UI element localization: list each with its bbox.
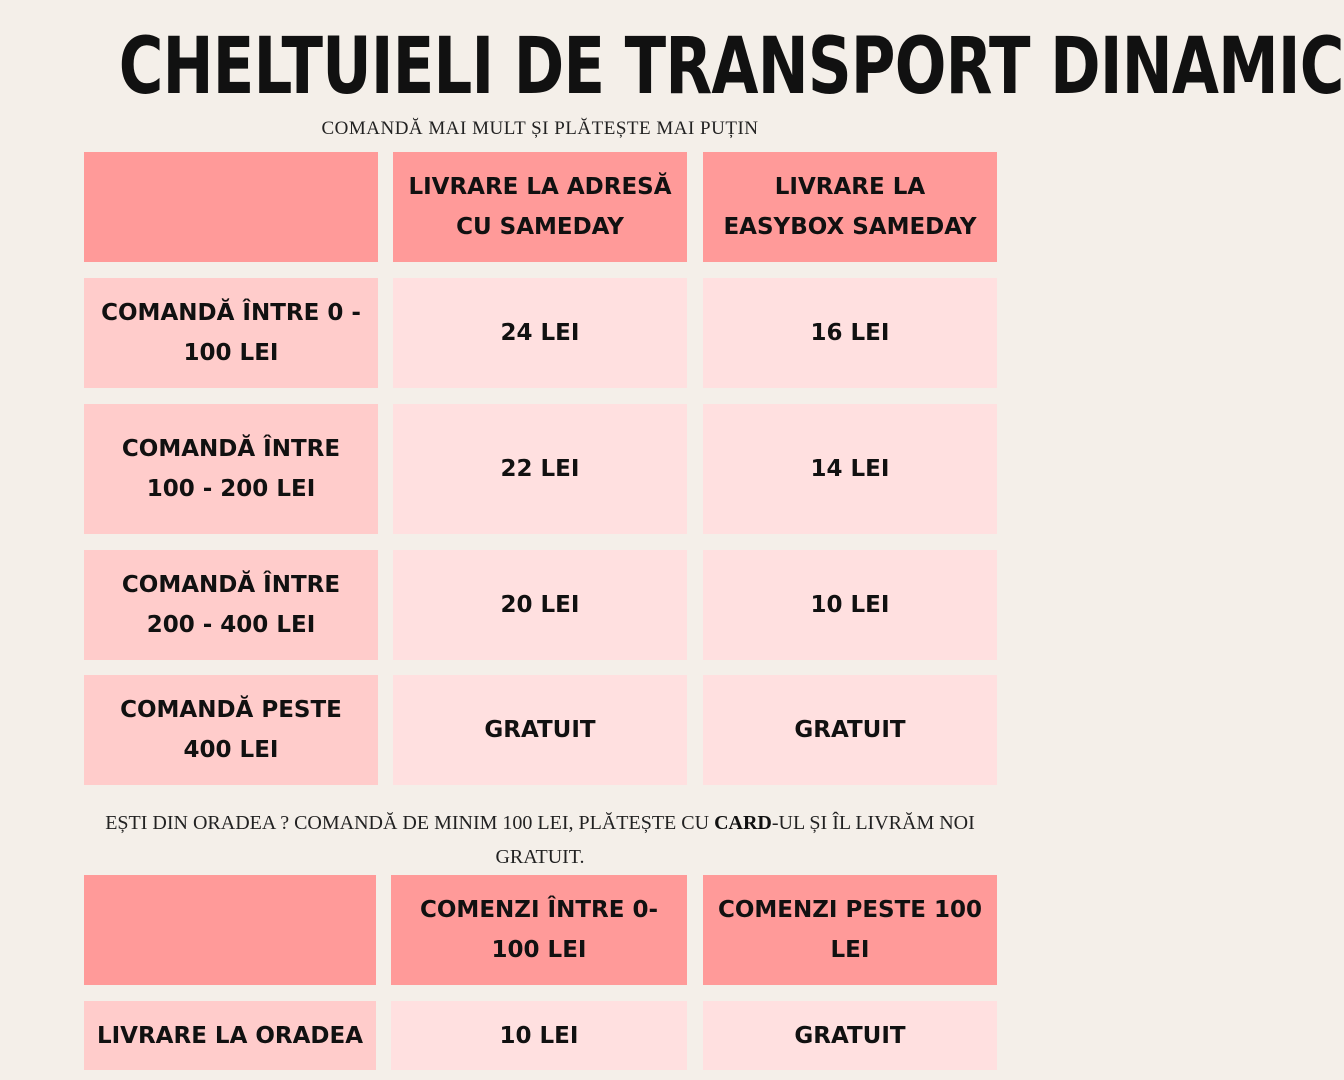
page-title: CHELTUIELI DE TRANSPORT DINAMIC <box>118 22 1344 112</box>
table2-header-under100: COMENZI ÎNTRE 0-100 LEI <box>391 875 687 985</box>
table1-row-address-price: 22 LEI <box>393 404 687 534</box>
table2-row-label: LIVRARE LA ORADEA <box>84 1001 376 1070</box>
note-text-bold: CARD <box>714 812 772 834</box>
table1-row-address-price: 20 LEI <box>393 550 687 660</box>
table1-row-address-price: GRATUIT <box>393 675 687 785</box>
table2-header-empty <box>84 875 376 985</box>
page-subtitle: COMANDĂ MAI MULT ȘI PLĂTEȘTE MAI PUȚIN <box>321 118 759 139</box>
table2-row-over100-price: GRATUIT <box>703 1001 997 1070</box>
table2-row-under100-price: 10 LEI <box>391 1001 687 1070</box>
table1-row-easybox-price: 16 LEI <box>703 278 997 388</box>
table1-row-easybox-price: GRATUIT <box>703 675 997 785</box>
table1-row-easybox-price: 10 LEI <box>703 550 997 660</box>
table1-row-easybox-price: 14 LEI <box>703 404 997 534</box>
table2-header-over100: COMENZI PESTE 100 LEI <box>703 875 997 985</box>
table1-header-address: LIVRARE LA ADRESĂ CU SAMEDAY <box>393 152 687 262</box>
note-text-after: -UL ȘI ÎL LIVRĂM NOI GRATUIT. <box>495 812 975 868</box>
table1-row-address-price: 24 LEI <box>393 278 687 388</box>
table1-row-label: COMANDĂ ÎNTRE 100 - 200 LEI <box>84 404 378 534</box>
table1-row-label: COMANDĂ PESTE 400 LEI <box>84 675 378 785</box>
table1-row-label: COMANDĂ ÎNTRE 0 - 100 LEI <box>84 278 378 388</box>
table1-header-empty <box>84 152 378 262</box>
oradea-note <box>90 806 990 874</box>
note-text-before: EȘTI DIN ORADEA ? COMANDĂ DE MINIM 100 LEI, PLĂTEȘTE CU <box>105 812 715 834</box>
table1-row-label: COMANDĂ ÎNTRE 200 - 400 LEI <box>84 550 378 660</box>
table1-header-easybox: LIVRARE LA EASYBOX SAMEDAY <box>703 152 997 262</box>
